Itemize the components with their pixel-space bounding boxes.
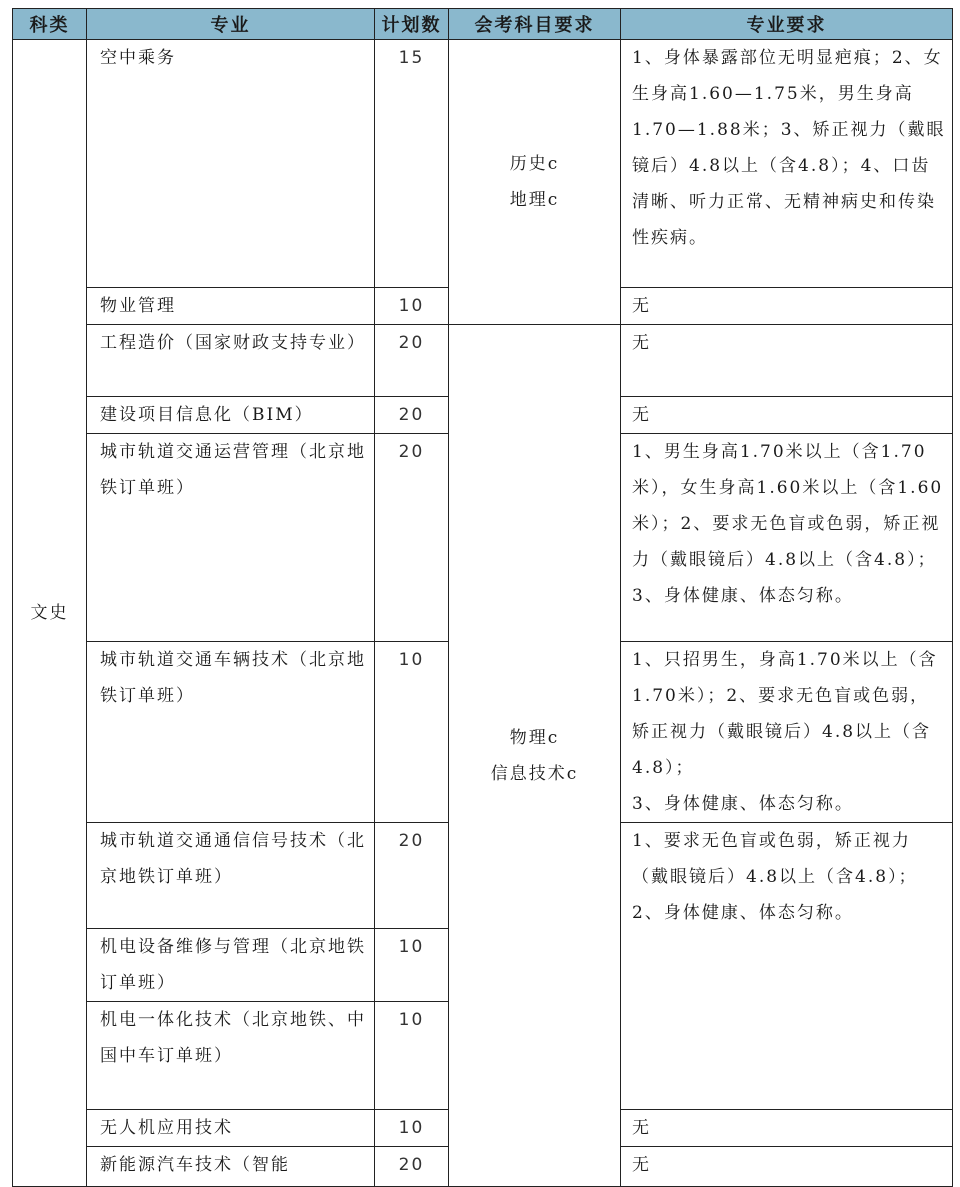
subject-requirement-line: 地理c [509,190,560,210]
major-name: 空中乘务 [87,40,375,288]
plan-count: 20 [375,325,449,397]
category-cell: 文史 [13,40,87,1187]
major-requirement [621,823,953,1110]
subject-requirement-cell [449,40,621,325]
major-name: 新能源汽车技术（智能 [87,1147,375,1187]
header-category: 科类 [13,9,87,40]
plan-count: 10 [375,929,449,1002]
table-row [13,40,953,288]
major-requirement: 无 [621,1147,953,1187]
major-name: 工程造价（国家财政支持专业） [87,325,375,397]
enrollment-plan-table [12,8,953,1187]
header-exam-subjects: 会考科目要求 [449,9,621,40]
plan-count: 20 [375,823,449,929]
major-name: 城市轨道交通运营管理（北京地铁订单班） [87,434,375,642]
major-name: 城市轨道交通车辆技术（北京地铁订单班） [87,642,375,823]
major-name: 物业管理 [87,288,375,325]
major-requirement [621,642,953,823]
major-requirement [621,434,953,642]
major-name: 无人机应用技术 [87,1110,375,1147]
plan-count: 10 [375,1110,449,1147]
major-requirement: 无 [621,288,953,325]
major-name: 机电一体化技术（北京地铁、中国中车订单班） [87,1002,375,1110]
subject-requirement-line: 历史c [509,154,560,174]
requirement-text: 1、要求无色盲或色弱，矫正视力（戴眼镜后）4.8以上（含4.8）；2、身体健康、体态匀称。 [632,831,918,923]
plan-count: 20 [375,1147,449,1187]
major-requirement: 无 [621,397,953,434]
header-major: 专业 [87,9,375,40]
plan-count: 15 [375,40,449,288]
requirement-text: 1、只招男生，身高1.70米以上（含1.70米）；2、要求无色盲或色弱，矫正视力（戴眼镜后）4.8以上（含4.8）； 3、身体健康、体态匀称。 [632,650,938,814]
header-major-requirements: 专业要求 [621,9,953,40]
major-requirement: 无 [621,325,953,397]
table-header-row [13,9,953,40]
header-plan-count: 计划数 [375,9,449,40]
subject-requirement-line: 信息技术c [490,763,579,784]
major-name: 城市轨道交通通信信号技术（北京地铁订单班） [87,823,375,929]
major-name: 建设项目信息化（BIM） [87,397,375,434]
major-requirement [621,40,953,288]
subject-requirement-cell [449,325,621,1187]
plan-count: 20 [375,434,449,642]
plan-count: 10 [375,1002,449,1110]
major-name: 机电设备维修与管理（北京地铁订单班） [87,929,375,1002]
subject-requirement-line: 物理c [509,727,560,748]
major-requirement: 无 [621,1110,953,1147]
plan-count: 10 [375,642,449,823]
table-row [13,325,953,397]
plan-count: 20 [375,397,449,434]
plan-count: 10 [375,288,449,325]
requirement-text: 1、身体暴露部位无明显疤痕；2、女生身高1.60—1.75米，男生身高1.70—1.88米；3、矫正视力（戴眼镜后）4.8以上（含4.8）；4、口齿清晰、听力正常、无精神病史和传染性疾病。 [632,48,946,248]
requirement-text: 1、男生身高1.70米以上（含1.70米），女生身高1.60米以上（含1.60米）；2、要求无色盲或色弱，矫正视力（戴眼镜后）4.8以上（含4.8）； 3、身体健康、体态匀称。 [632,442,944,606]
